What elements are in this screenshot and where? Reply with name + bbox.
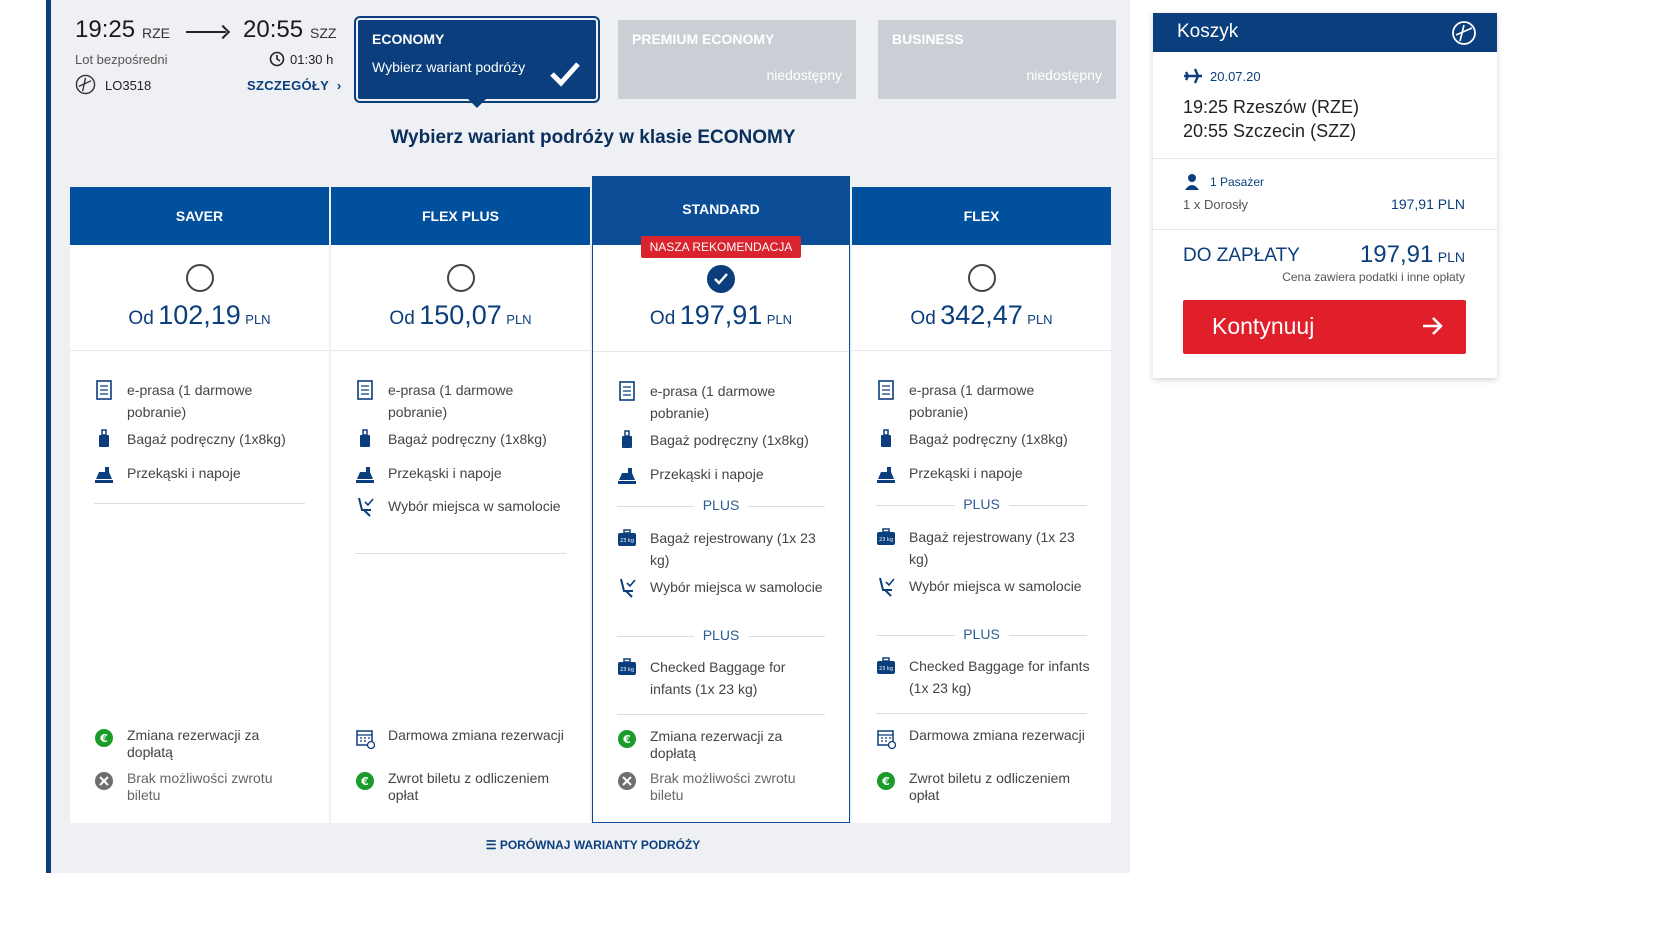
feature-snacks [876,462,1091,484]
svg-text:€: € [882,775,890,788]
condition-text: Darmowa zmiana rezerwacji [909,727,1085,743]
price-currency: PLN [245,312,271,327]
compare-icon: ☰ [485,838,497,852]
calendar-icon [876,727,896,749]
card-separator [852,350,1111,351]
feature-carry-on [355,428,570,450]
flight-type: Lot bezpośredni [75,52,168,67]
plus-label: PLUS [955,496,1009,512]
condition-refund [617,770,829,804]
euro-coin-icon [94,727,114,749]
seat-icon [617,576,637,598]
feature-checked-bag [617,527,829,571]
total-amount [1360,241,1465,269]
feature-carry-on [876,428,1091,450]
cart-date: 20.07.20 [1210,69,1261,84]
tab-business [878,20,1116,99]
condition-change [355,727,570,744]
flight-number: LO3518 [105,78,152,93]
newspaper-icon [355,379,375,401]
tab-premium-economy [618,20,856,99]
lot-logo-icon [1451,20,1477,46]
checkmark-icon [714,273,728,285]
tab-business-title: BUSINESS [892,31,964,47]
condition-text: Zmiana rezerwacji za dopłatą [650,728,783,761]
recommendation-badge: NASZA REKOMENDACJA [641,236,801,258]
feature-text: Bagaż podręczny (1x8kg) [909,431,1068,447]
checkmark-icon [548,56,582,90]
fare-radio-saver[interactable] [186,264,214,292]
main-panel [46,0,1130,873]
cart-panel [1153,13,1497,378]
feature-epress [94,379,309,423]
arrow-right-icon [1422,316,1444,336]
suitcase-icon [94,428,114,450]
euro-coin-icon [876,770,896,792]
svg-text:€: € [623,733,631,746]
tab-premium-status: niedostępny [766,67,842,83]
feature-text: e-prasa (1 darmowe pobranie) [127,382,253,420]
feature-divider [617,714,825,715]
passenger-icon [1183,173,1201,191]
price-value: 342,47 [940,300,1023,330]
cart-departure: 19:25 Rzeszów (RZE) [1183,97,1360,117]
feature-text: Przekąski i napoje [909,465,1023,481]
no-refund-icon [617,770,637,792]
fare-radio-standard[interactable] [707,265,735,293]
feature-infant-bag [876,655,1091,699]
feature-text: e-prasa (1 darmowe pobranie) [909,382,1035,420]
arrival-code: SZZ [310,25,337,41]
plus-divider [876,626,1087,646]
route-arrow-icon [186,31,226,33]
feature-snacks [355,462,570,484]
fare-price [331,300,590,331]
tab-business-status: niedostępny [1026,67,1102,83]
euro-coin-icon [355,770,375,792]
tab-economy-subtitle: Wybierz wariant podróży [372,59,526,75]
cart-arrival: 20:55 Szczecin (SZZ) [1183,121,1357,141]
condition-refund [94,770,309,804]
feature-text: Bagaż rejestrowany (1x 23 kg) [909,529,1075,567]
feature-seat [876,575,1091,597]
svg-text:€: € [361,775,369,788]
svg-text:23 kg: 23 kg [619,538,635,544]
card-separator [593,351,849,352]
calendar-icon [355,727,375,749]
fare-price [593,300,849,331]
fare-card-standard[interactable] [592,176,850,823]
feature-infant-bag [617,656,829,700]
fare-price [852,300,1111,331]
seat-icon [876,575,896,597]
chevron-right-icon: › [336,78,342,93]
fare-name: STANDARD [593,177,849,245]
condition-change [876,727,1091,744]
plus-label: PLUS [955,626,1009,642]
price-currency: PLN [506,312,532,327]
fare-card-saver[interactable] [70,187,329,823]
condition-text: Brak możliwości zwrotu biletu [650,770,796,803]
feature-carry-on [617,429,829,451]
cart-passenger-price: 197,91 PLN [1391,196,1465,212]
cart-header [1153,13,1497,52]
condition-text: Darmowa zmiana rezerwacji [388,727,564,743]
price-currency: PLN [1027,312,1053,327]
feature-text: Wybór miejsca w samolocie [909,578,1082,594]
svg-text:€: € [100,732,108,745]
suitcase-icon [876,428,896,450]
total-value: 197,91 [1359,241,1434,268]
feature-epress [355,379,570,423]
feature-text: Przekąski i napoje [650,466,764,482]
card-separator [70,350,329,351]
plus-divider [617,627,825,647]
continue-button[interactable] [1183,300,1466,354]
newspaper-icon [876,379,896,401]
fare-name: FLEX [852,187,1111,245]
fare-card-flex-plus[interactable] [331,187,590,823]
feature-epress [876,379,1091,423]
price-value: 197,91 [679,300,763,330]
feature-text: Bagaż podręczny (1x8kg) [650,432,809,448]
feature-divider [876,713,1087,714]
condition-refund [876,770,1091,804]
suitcase-icon [355,428,375,450]
no-refund-icon [94,770,114,792]
snacks-icon [617,463,637,485]
tab-economy-title: ECONOMY [372,31,445,47]
condition-text: Brak możliwości zwrotu biletu [127,770,273,803]
departure-code: RZE [142,25,170,41]
cart-title: Koszyk [1177,21,1239,42]
condition-text: Zwrot biletu z odliczeniem opłat [388,770,550,803]
feature-seat [355,495,570,517]
plus-divider [617,497,825,517]
suitcase-icon [617,429,637,451]
total-currency: PLN [1437,249,1465,265]
newspaper-icon [617,380,637,402]
condition-text: Zwrot biletu z odliczeniem opłat [909,770,1071,803]
euro-coin-icon [617,728,637,750]
condition-text: Zmiana rezerwacji za dopłatą [127,727,260,760]
card-separator [331,350,590,351]
continue-label: Kontynuuj [1212,313,1315,339]
feature-text: Checked Baggage for infants (1x 23 kg) [650,659,786,697]
price-prefix: Od [649,308,676,329]
snacks-icon [94,462,114,484]
cart-separator [1153,158,1497,159]
fare-price [70,300,329,331]
fare-card-flex[interactable] [852,187,1111,823]
checked-baggage-icon [876,655,896,677]
feature-checked-bag [876,526,1091,570]
feature-text: Bagaż podręczny (1x8kg) [127,431,286,447]
condition-refund [355,770,570,804]
feature-text: e-prasa (1 darmowe pobranie) [650,383,776,421]
cart-separator [1153,229,1497,230]
arrival-time: 20:55 [243,16,304,43]
tax-note: Cena zawiera podatki i inne opłaty [1282,270,1465,284]
feature-text: Bagaż rejestrowany (1x 23 kg) [650,530,816,568]
cart-passenger-type: 1 x Dorosły [1183,197,1249,212]
flight-details-link[interactable] [247,78,341,93]
price-value: 150,07 [419,300,502,330]
seat-icon [355,495,375,517]
feature-divider [94,503,305,504]
fare-radio-flex-plus[interactable] [447,264,475,292]
feature-snacks [617,463,829,485]
feature-text: Wybór miejsca w samolocie [650,579,823,595]
plus-label: PLUS [694,497,748,513]
fare-name: SAVER [70,187,329,245]
feature-divider [355,553,566,554]
details-label: SZCZEGÓŁY [247,78,329,93]
feature-text: Przekąski i napoje [388,465,502,481]
lot-logo-icon [75,74,96,100]
svg-text:23 kg: 23 kg [878,537,894,543]
feature-text: Wybór miejsca w samolocie [388,498,561,514]
checked-baggage-icon [876,526,896,548]
tab-premium-title: PREMIUM ECONOMY [632,31,775,47]
price-prefix: Od [128,308,154,329]
feature-text: Przekąski i napoje [127,465,241,481]
plus-divider [876,496,1087,516]
plus-label: PLUS [694,627,748,643]
flight-summary [75,16,345,106]
snacks-icon [355,462,375,484]
price-value: 102,19 [158,300,241,330]
checked-baggage-icon [617,527,637,549]
price-prefix: Od [910,308,936,329]
feature-text: Bagaż podręczny (1x8kg) [388,431,547,447]
departure-time: 19:25 [75,16,136,43]
feature-snacks [94,462,309,484]
feature-epress [617,380,829,424]
cart-passengers: 1 Pasażer [1210,175,1265,189]
snacks-icon [876,462,896,484]
fare-name: FLEX PLUS [331,187,590,245]
tab-pointer [468,99,486,108]
fare-section-title: Wybierz wariant podróży w klasie ECONOMY [390,127,796,148]
checked-baggage-icon [617,656,637,678]
feature-carry-on [94,428,309,450]
svg-text:23 kg: 23 kg [619,667,635,673]
svg-text:23 kg: 23 kg [878,666,894,672]
feature-text: e-prasa (1 darmowe pobranie) [388,382,514,420]
flight-duration: 01:30 h [290,52,334,67]
condition-change [617,728,829,762]
price-prefix: Od [389,308,415,329]
feature-text: Checked Baggage for infants (1x 23 kg) [909,658,1090,696]
condition-change [94,727,309,761]
tab-economy[interactable] [358,20,596,99]
compare-label: PORÓWNAJ WARIANTY PODRÓŻY [499,838,701,852]
clock-icon [269,51,285,72]
total-label: DO ZAPŁATY [1183,245,1300,266]
plane-icon [1183,67,1203,85]
compare-fares-link[interactable] [51,838,1135,852]
fare-radio-flex[interactable] [968,264,996,292]
feature-seat [617,576,829,598]
newspaper-icon [94,379,114,401]
price-currency: PLN [766,312,793,327]
